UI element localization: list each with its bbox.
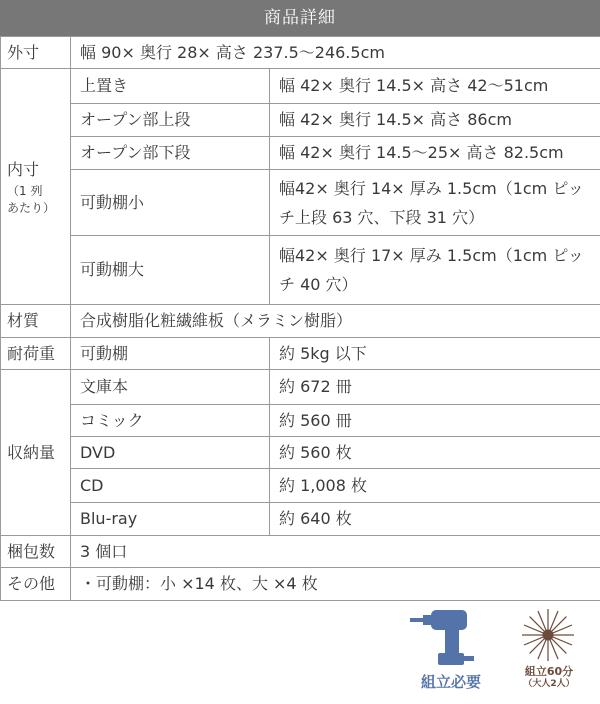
inner-row-label: オープン部上段 <box>71 104 270 137</box>
inner-size-label: 内寸 <box>7 159 40 179</box>
assembly-people-text: （大人2人） <box>523 679 575 689</box>
table-row <box>1 405 600 437</box>
capacity-row-label: DVD <box>71 437 270 469</box>
spec-table <box>0 36 600 601</box>
row-label-outer-size: 外寸 <box>1 37 71 69</box>
row-label-packages: 梱包数 <box>1 536 71 568</box>
capacity-row-label: CD <box>71 469 270 503</box>
inner-size-sublabel: （1 列 あたり） <box>7 183 56 215</box>
table-row <box>1 568 600 601</box>
table-row <box>1 104 600 137</box>
table-row <box>1 536 600 568</box>
table-row <box>1 370 600 405</box>
inner-row-value: 幅 42× 奥行 14.5× 高さ 42～51cm <box>270 69 600 104</box>
inner-row-value: 幅42× 奥行 17× 厚み 1.5cm（1cm ピッチ 40 穴） <box>270 236 600 305</box>
table-row <box>1 437 600 469</box>
capacity-row-value: 約 560 枚 <box>270 437 600 469</box>
row-label-load: 耐荷重 <box>1 338 71 370</box>
capacity-row-value: 約 560 冊 <box>270 405 600 437</box>
table-row <box>1 469 600 503</box>
drill-icon <box>410 607 492 669</box>
table-row <box>1 137 600 170</box>
capacity-row-label: 文庫本 <box>71 370 270 405</box>
capacity-row-label: Blu-ray <box>71 503 270 536</box>
row-label-capacity: 収納量 <box>1 370 71 536</box>
assembly-badges <box>400 605 590 700</box>
capacity-row-value: 約 672 冊 <box>270 370 600 405</box>
inner-row-value: 幅 42× 奥行 14.5～25× 高さ 82.5cm <box>270 137 600 170</box>
table-row <box>1 305 600 338</box>
capacity-row-label: コミック <box>71 405 270 437</box>
row-label-material: 材質 <box>1 305 71 338</box>
load-item: 可動棚 <box>71 338 270 370</box>
inner-row-label: オープン部下段 <box>71 137 270 170</box>
table-row <box>1 69 600 104</box>
page-title: 商品詳細 <box>0 0 600 36</box>
row-label-inner-size <box>1 69 71 305</box>
table-row <box>1 37 600 69</box>
assembly-required-label: 組立必要 <box>420 673 481 691</box>
table-row <box>1 170 600 236</box>
inner-row-value: 幅 42× 奥行 14.5× 高さ 86cm <box>270 104 600 137</box>
inner-row-value: 幅42× 奥行 14× 厚み 1.5cm（1cm ピッチ上段 63 穴、下段 31 穴） <box>270 170 600 236</box>
row-label-other: その他 <box>1 568 71 601</box>
assembly-time-text: 組立60分 <box>524 665 574 678</box>
assembly-time-label <box>510 666 588 690</box>
inner-row-label: 可動棚小 <box>71 170 270 236</box>
capacity-row-value: 約 640 枚 <box>270 503 600 536</box>
outer-size-value: 幅 90× 奥行 28× 高さ 237.5～246.5cm <box>71 37 600 69</box>
inner-row-label: 可動棚大 <box>71 236 270 305</box>
table-row <box>1 503 600 536</box>
packages-value: 3 個口 <box>71 536 600 568</box>
other-value: ・可動棚：小 ×14 枚、大 ×4 枚 <box>71 568 600 601</box>
starburst-icon <box>520 607 576 663</box>
capacity-row-value: 約 1,008 枚 <box>270 469 600 503</box>
table-row <box>1 236 600 305</box>
material-value: 合成樹脂化粧繊維板（メラミン樹脂） <box>71 305 600 338</box>
table-row <box>1 338 600 370</box>
inner-row-label: 上置き <box>71 69 270 104</box>
load-value: 約 5kg 以下 <box>270 338 600 370</box>
